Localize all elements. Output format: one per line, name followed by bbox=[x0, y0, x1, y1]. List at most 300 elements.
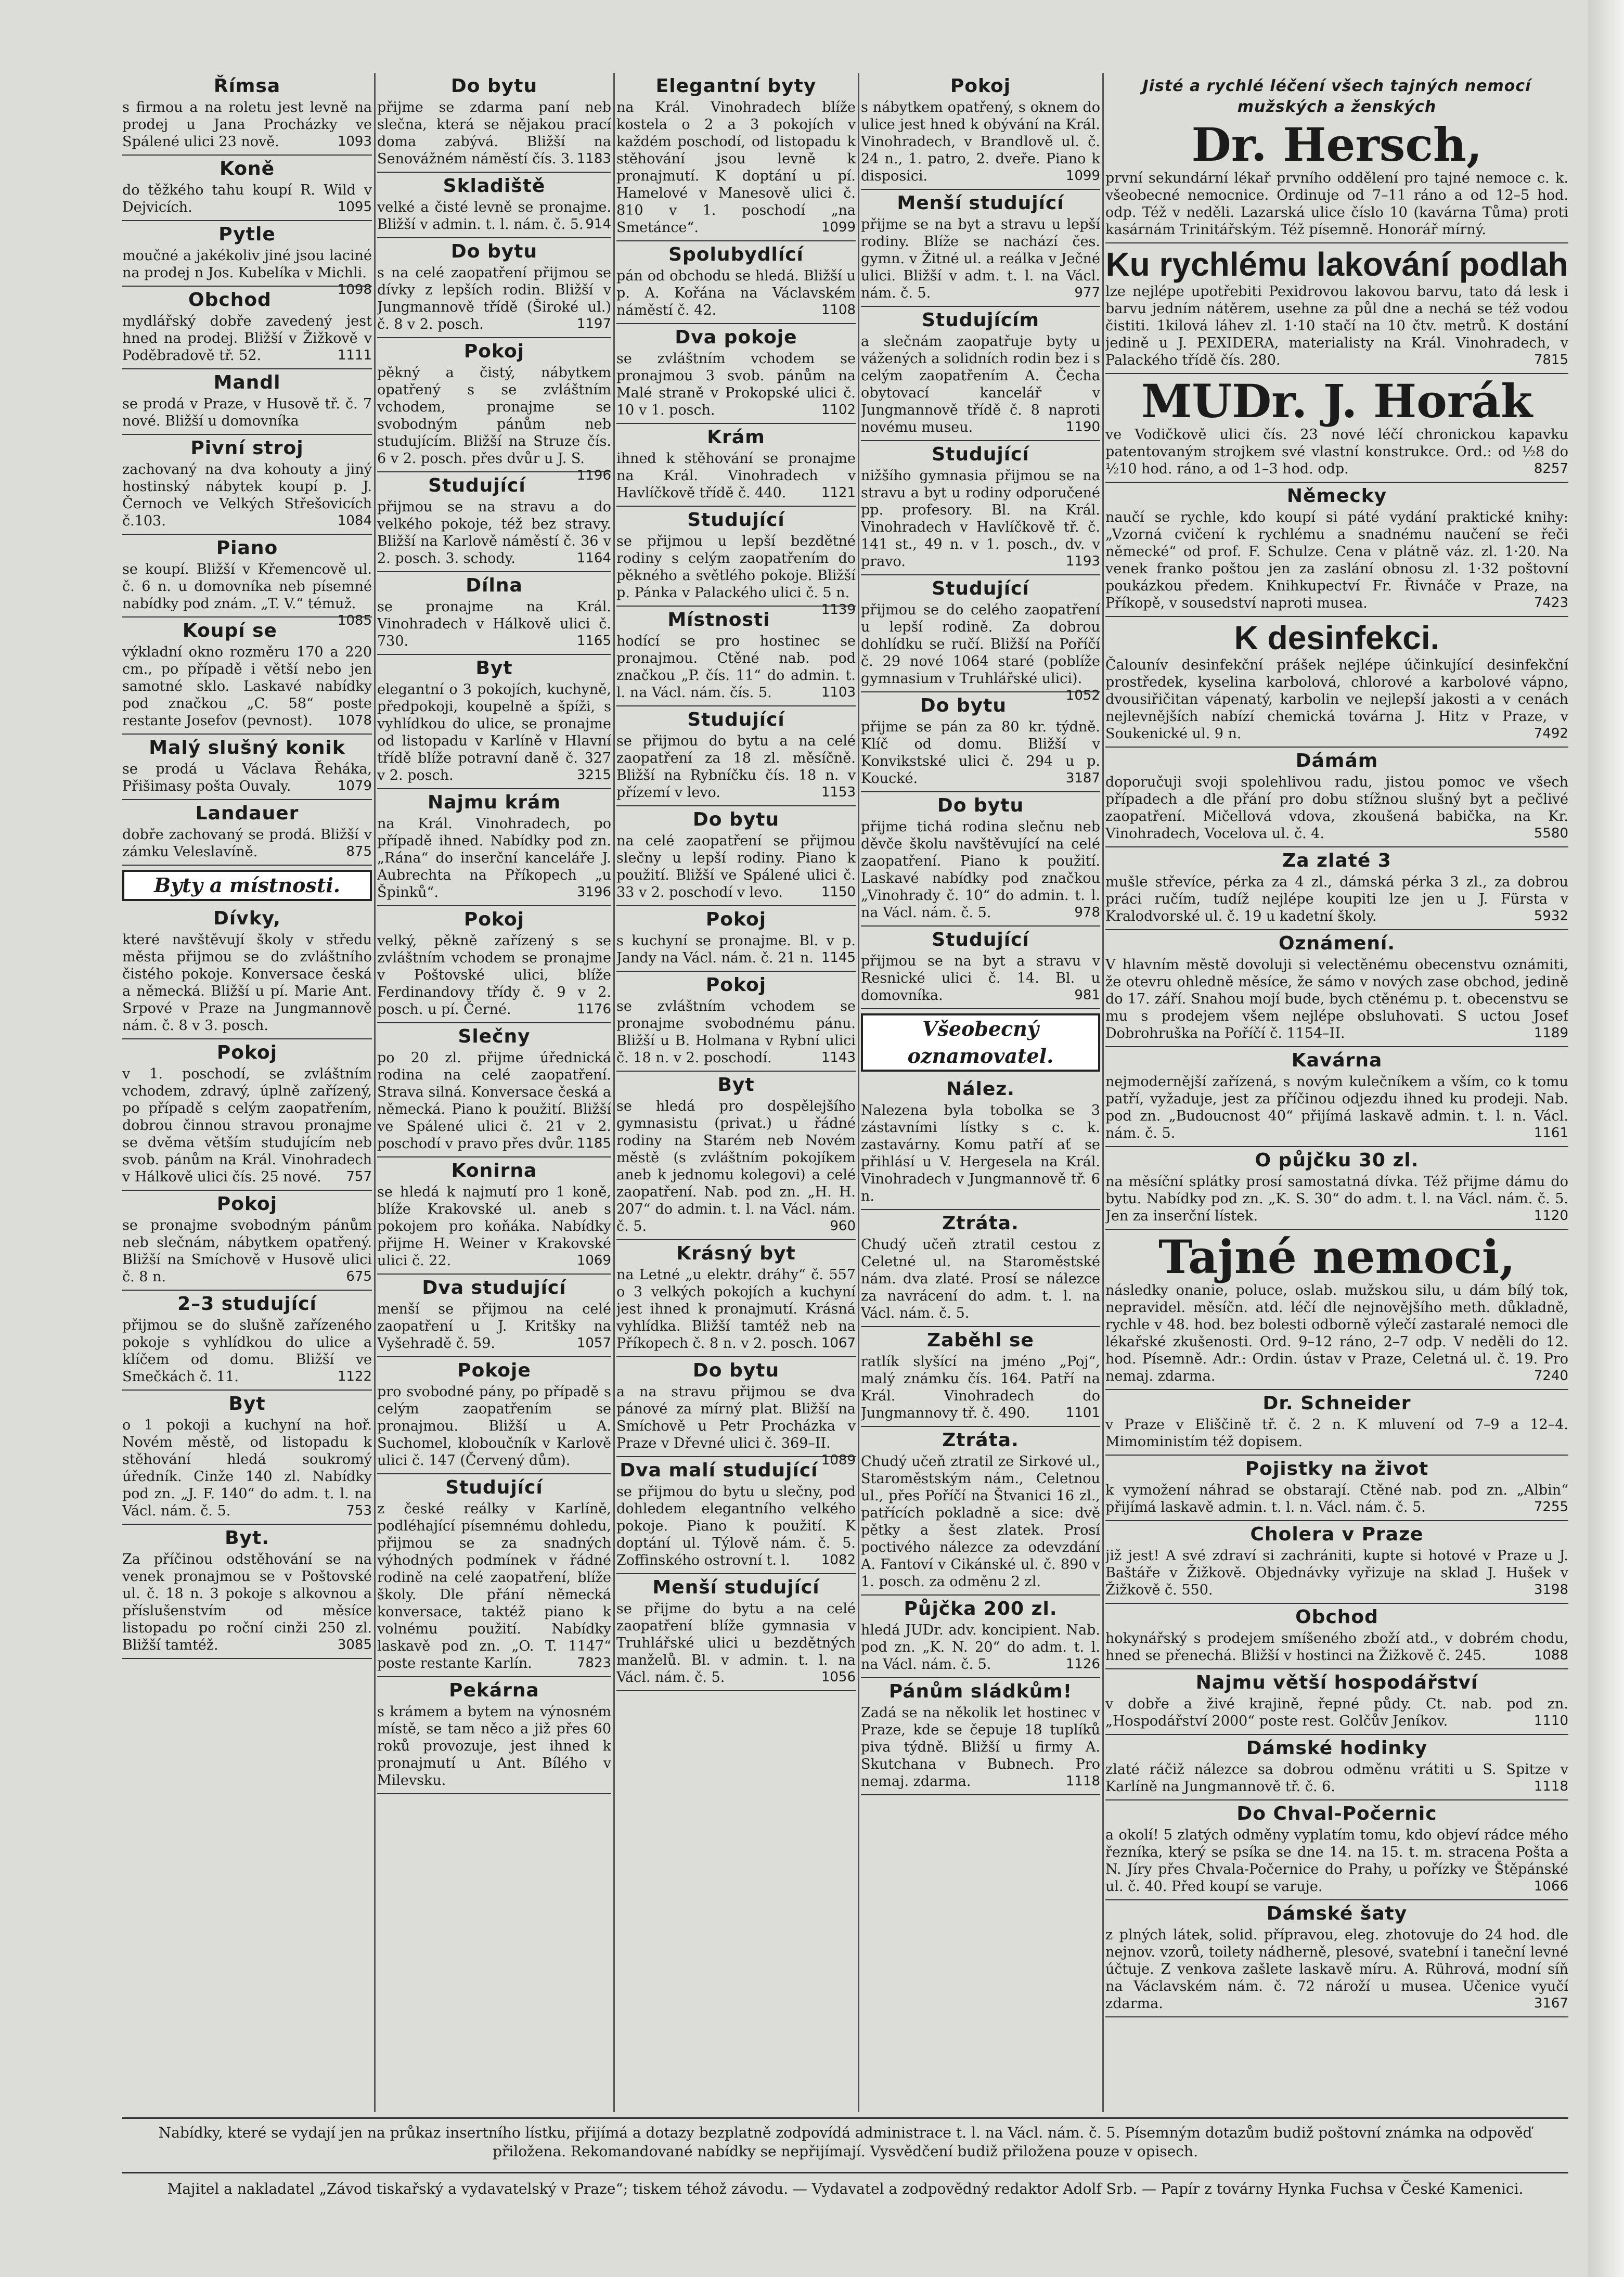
ad-number: 1150 bbox=[821, 884, 856, 900]
classified-ad bbox=[122, 1391, 372, 1525]
classified-ad bbox=[616, 1574, 856, 1691]
ad-body: na Král. Vinohradech blíže kostela o 2 a 3 pokojích v každém poschodí, od listopadu k stěhování jsou levně k pronajmutí. K doptání u pí. Hamelové v Manesově ulici č. 810 v 1. poschodí „na Smetánce“. bbox=[616, 99, 856, 236]
ad-text bbox=[1105, 283, 1568, 369]
ad-text bbox=[861, 601, 1100, 703]
ad-body: v 1. poschodí, se zvláštním vchodem, zdravý, úplně zařízený, po případě s celým zaopatřením, dobrou činnou stravou pronajme se dvěma větším studujícím neb svob. pánům na Král. Vinohradech v Hálkově ulici čís. 25 nové. bbox=[122, 1066, 372, 1185]
ad-number: 3215 bbox=[576, 767, 611, 783]
classified-ad bbox=[1105, 73, 1568, 243]
ad-text bbox=[616, 533, 856, 618]
column-1 bbox=[122, 73, 372, 2112]
ad-heading: Obchod bbox=[1295, 1606, 1378, 1628]
ad-number: 1101 bbox=[1065, 1405, 1100, 1421]
classified-ad bbox=[377, 472, 611, 572]
ad-heading: Pivní stroj bbox=[190, 438, 304, 459]
ad-text bbox=[616, 99, 856, 236]
classified-ad bbox=[377, 906, 611, 1023]
ad-body: a okolí! 5 zlatých odměny vyplatím tomu, kdo objeví rádce mého řezníka, který se psíka se dne 14. na 15. t. m. stracena Pošta a N. Jíry přes Chvala-Počernice do Prahy, u pořízky ve Štěpánské ul. č. 40. Před koupí se varuje. bbox=[1105, 1827, 1568, 1895]
ad-number: 3085 bbox=[337, 1637, 372, 1653]
ad-number: 7423 bbox=[1533, 595, 1568, 611]
ad-text bbox=[616, 350, 856, 419]
ad-heading: Studující bbox=[428, 475, 526, 496]
classified-ad bbox=[377, 655, 611, 789]
ad-text bbox=[616, 932, 856, 967]
ad-body: se pronajme na Král. Vinohradech v Hálkově ulici č. 730. bbox=[377, 599, 611, 649]
ad-heading: Dílna bbox=[466, 575, 523, 596]
classified-columns bbox=[122, 73, 1568, 2112]
ad-heading: Pojistky na život bbox=[1245, 1458, 1429, 1480]
ad-body: moučné a jakékoliv jiné jsou laciné na prodej n Jos. Kubelíka v Michli. bbox=[122, 248, 372, 281]
ad-text bbox=[122, 1317, 372, 1385]
ad-text bbox=[377, 681, 611, 784]
column-3 bbox=[616, 73, 856, 2112]
ad-number: 7823 bbox=[576, 1655, 611, 1671]
ad-heading: Elegantní byty bbox=[655, 75, 817, 97]
ad-heading: Menší studující bbox=[897, 192, 1064, 214]
classified-ad bbox=[1105, 847, 1568, 930]
ad-text bbox=[861, 818, 1100, 921]
column-rule bbox=[613, 73, 615, 2112]
classified-ad bbox=[1105, 1800, 1568, 1900]
ad-heading: Studující bbox=[932, 444, 1029, 465]
ad-text bbox=[616, 1483, 856, 1569]
ad-text bbox=[1105, 873, 1568, 925]
classified-ad bbox=[122, 221, 372, 298]
classified-ad bbox=[861, 792, 1100, 927]
ad-text bbox=[122, 313, 372, 364]
ad-text bbox=[122, 395, 372, 430]
ad-body: z plných látek, solid. přípravou, eleg. zhotovuje do 24 hod. dle nejnov. vzorů, toilety nádherně, plesové, svatební i taneční levné účtuje. Z venkova zašlete laskavě míru. A. Rührová, modní síň na Václavském nám. č. 72 nároží u musea. Učenice vyučí zdarma. bbox=[1105, 1927, 1568, 2012]
ad-text bbox=[861, 333, 1100, 436]
classified-ad bbox=[377, 1357, 611, 1474]
ad-text bbox=[377, 932, 611, 1018]
ad-heading: Ztráta. bbox=[942, 1213, 1019, 1234]
ad-display-name: K desinfekci. bbox=[1234, 619, 1440, 657]
ad-number: 1089 bbox=[821, 1452, 856, 1468]
ad-number: 1066 bbox=[1533, 1879, 1568, 1894]
ad-display-name: Ku rychlému lakování podlah bbox=[1105, 246, 1568, 283]
ad-body: k vymožení náhrad se obstarají. Ctěné nab. pod zn. „Albin“ přijímá laskavě admin. t. l. n. Václ. nám. č. 5. bbox=[1105, 1482, 1568, 1515]
classified-ad bbox=[616, 324, 856, 424]
classified-ad bbox=[377, 1474, 611, 1677]
ad-text bbox=[122, 826, 372, 860]
ad-body: se pronajme svobodným pánům neb slečnám, nábytkem opatřený. Bližší na Smíchově v Husově ulici č. 8 n. bbox=[122, 1217, 372, 1285]
ad-text bbox=[377, 1500, 611, 1672]
ad-heading: Mandl bbox=[213, 372, 281, 393]
ad-heading: Landauer bbox=[195, 803, 299, 824]
ad-heading: Studující bbox=[932, 929, 1029, 950]
ad-body: Chudý učeň ztratil cestou z Celetné ul. na Staroměstské nám. dva zlaté. Prosí se nálezce za navrácení do adm. t. l. na Václ. nám. č. 5. bbox=[861, 1237, 1100, 1321]
ad-number: 1079 bbox=[337, 778, 372, 794]
ad-number: 753 bbox=[346, 1503, 372, 1519]
ad-number: 1165 bbox=[576, 633, 611, 649]
ad-body: pro svobodné pány, po případě s celým zaopatřením se pronajmou. Bližší u A. Suchomel, kloboučník v Karlově ulici č. 147 (Červený dům). bbox=[377, 1384, 611, 1469]
ad-heading: Pokoj bbox=[216, 1193, 278, 1215]
classified-ad bbox=[122, 435, 372, 535]
classified-ad bbox=[1105, 1047, 1568, 1147]
ad-heading: Do bytu bbox=[937, 795, 1024, 816]
column-5 bbox=[1105, 73, 1568, 2112]
ad-text bbox=[1105, 956, 1568, 1042]
ad-body: s nábytkem opatřený, s oknem do ulice jest hned k obývání na Král. Vinohradech, v Brandlově ul. č. 24 n., 1. patro, 2. dveře. Piano k disposici. bbox=[861, 99, 1100, 184]
ad-number: 1102 bbox=[821, 402, 856, 418]
ad-heading: Konirna bbox=[451, 1160, 537, 1181]
ad-text bbox=[616, 450, 856, 501]
ad-heading: Nález. bbox=[946, 1078, 1015, 1100]
ad-body: se přijmou do bytu a na celé zaopatření za 18 zl. měsíčně. Bližší na Rybníčku čís. 18 n. v přízemí v levo. bbox=[616, 733, 856, 801]
classified-ad bbox=[616, 706, 856, 806]
ad-text bbox=[377, 364, 611, 483]
ad-heading: Dámské hodinky bbox=[1246, 1738, 1428, 1759]
classified-ad bbox=[1105, 1456, 1568, 1521]
ad-text bbox=[616, 1383, 856, 1468]
classified-ad bbox=[122, 1039, 372, 1191]
section-heading: Byty a místnosti. bbox=[122, 870, 372, 901]
classified-ad bbox=[861, 1596, 1100, 1678]
ad-heading: Místnosti bbox=[667, 609, 770, 631]
ad-number: 1145 bbox=[821, 950, 856, 966]
ad-heading: Studující bbox=[687, 509, 785, 531]
column-rule bbox=[858, 73, 859, 2112]
ad-number: 3198 bbox=[1533, 1582, 1568, 1598]
ad-heading: Ztráta. bbox=[942, 1430, 1019, 1451]
ad-body: se zvláštním vchodem se pronajme svobodnému pánu. Bližší u B. Holmana v Rybní ulici č. 18 n. v 2. poschodí. bbox=[616, 998, 856, 1066]
ad-heading: Do bytu bbox=[450, 75, 538, 97]
ad-number: 875 bbox=[346, 844, 372, 859]
ad-number: 1143 bbox=[821, 1050, 856, 1065]
column-rule bbox=[374, 73, 376, 2112]
ad-number: 3167 bbox=[1533, 1996, 1568, 2011]
ad-text bbox=[122, 247, 372, 298]
ad-number: 1099 bbox=[821, 220, 856, 235]
ad-number: 1121 bbox=[821, 485, 856, 500]
ad-body: Čalounív desinfekční prášek nejlépe účinkující desinfekční prostředek, kyselina karbolová, chlorové a karbolové vápno, dvousiřičitan vápenatý, karbolin ve nejlepší jakosti a v cenách nejlevnějších nabízí chemická továrna J. Hitz v Praze, v Soukenické ul. 9 n. bbox=[1105, 657, 1568, 742]
classified-ad bbox=[616, 972, 856, 1072]
ad-text bbox=[1105, 1282, 1568, 1385]
classified-ad bbox=[1105, 1230, 1568, 1390]
ad-heading: Studující bbox=[932, 578, 1029, 599]
ad-text bbox=[1105, 1073, 1568, 1142]
ad-heading: Spolubydlící bbox=[668, 244, 804, 265]
classified-ad bbox=[1105, 243, 1568, 374]
ad-number: 1190 bbox=[1065, 419, 1100, 435]
classified-ad bbox=[1105, 1604, 1568, 1669]
ad-body: již jest! A své zdraví si zachrániti, kupte si hotové v Praze u J. Baštáře v Žižkově. Objednávky vyřizuje na sklad J. Hušek v Žižkově č. 550. bbox=[1105, 1548, 1568, 1598]
ad-text bbox=[861, 1236, 1100, 1322]
ad-text bbox=[122, 461, 372, 530]
footer-rule bbox=[122, 2117, 1568, 2119]
ad-body: na Král. Vinohradech, po případě ihned. Nabídky pod zn. „Rána“ do inserční kanceláře J. Aubrechta na Příkopech „u Špinků“. bbox=[377, 816, 611, 900]
ad-body: naučí se rychle, kdo koupí si páté vydání praktické knihy: „Vzorná cvičení k rychlému a snadnému naučení se řeči německé“ od prof. F. Schulze. Cena v plátně váz. zl. 1·20. Na venek franko poštou jen za zaslání obnosu zl. 1·32 poštovní poukázkou předem. Knihkupectví Fr. Řivnáče v Praze, na Příkopě, v sousedství naproti musea. bbox=[1105, 509, 1568, 611]
ad-body: a slečnám zaopatřuje byty u vážených a solidních rodin bez i s celým zaopatřením A. Čecha obytovací kancelář v Jungmannově třídě č. 8 naproti novému museu. bbox=[861, 333, 1100, 435]
ad-body: hokynářský s prodejem smíšeného zboží atd., v dobrém chodu, hned se přenechá. Bližší v hostinci na Žižkově č. 245. bbox=[1105, 1630, 1568, 1664]
ad-body: se koupí. Bližší v Křemencově ul. č. 6 n. u domovníka neb písemné nabídky pod znám. „T. V.“ témuž. bbox=[122, 561, 372, 612]
ad-body: se prodá u Václava Řeháka, Přišimasy pošta Ouvaly. bbox=[122, 761, 372, 794]
ad-number: 1088 bbox=[1533, 1648, 1568, 1663]
ad-body: přijme se na byt a stravu u lepší rodiny. Blíže se nachází čes. gymn. v Žitné ul. a reálka v Ječné ulici. Bližší v adm. t. l. na Václ. nám. č. 5. bbox=[861, 216, 1100, 301]
classified-ad bbox=[1105, 483, 1568, 617]
ad-text bbox=[861, 216, 1100, 302]
ad-number: 1196 bbox=[576, 468, 611, 483]
ad-number: 675 bbox=[346, 1269, 372, 1284]
ad-heading: Studující bbox=[687, 709, 785, 730]
classified-ad bbox=[122, 287, 372, 369]
ad-body: menší se přijmou na celé zaopatření u J. Kritšky na Vyšehradě č. 59. bbox=[377, 1301, 611, 1352]
ad-text bbox=[122, 1217, 372, 1285]
classified-ad bbox=[122, 156, 372, 221]
column-2 bbox=[377, 73, 611, 2112]
ad-display-name: MUDr. J. Horák bbox=[1141, 374, 1533, 428]
ad-heading: Pokoj bbox=[463, 909, 525, 930]
ad-text bbox=[616, 267, 856, 319]
ad-body: přijmou se do slušně zařízeného pokoje s vyhlídkou do ulice a klíčem od domu. Bližší ve Smečkách č. 11. bbox=[122, 1317, 372, 1385]
ad-body: doporučuji svoji spolehlivou radu, jistou pomoc ve všech případech a dle přání pro dobu stížnou slušný byt a pečlivé zaopatření. Mičellová vdova, zkoušená babička, na Kr. Vinohradech, Vocelova ul. č. 4. bbox=[1105, 774, 1568, 842]
ad-number: 1197 bbox=[576, 316, 611, 332]
ad-body: dobře zachovaný se prodá. Bližší v zámku Veleslavíně. bbox=[122, 827, 372, 860]
ad-heading: Menší studující bbox=[652, 1577, 820, 1598]
ad-number: 1052 bbox=[1065, 688, 1100, 703]
ad-number: 1099 bbox=[1065, 168, 1100, 184]
section-heading: Všeobecný oznamovatel. bbox=[861, 1013, 1100, 1072]
ad-body: přijmou se do celého zaopatření u lepší rodině. Za dobrou dohlídku se ručí. Bližší na Poříčí č. 29 nové 1064 staré (poblíže gymnasium v Truhlářské ulici). bbox=[861, 602, 1100, 687]
ad-heading: 2–3 studující bbox=[177, 1293, 317, 1315]
ad-text bbox=[122, 931, 372, 1034]
ad-text bbox=[1105, 1761, 1568, 1795]
ad-text bbox=[122, 99, 372, 150]
classified-ad bbox=[861, 441, 1100, 575]
ad-body: přijme tichá rodina slečnu neb děvče školu navštěvující na celé zaopatření. Piano k použití. Laskavé nabídky pod značkou „Vinohrady č. 10“ do admin. t. l. na Václ. nám. č. 5. bbox=[861, 819, 1100, 921]
ad-number: 1189 bbox=[1533, 1025, 1568, 1041]
classified-ad bbox=[122, 905, 372, 1039]
ad-heading: Krásný byt bbox=[676, 1243, 796, 1264]
ad-body: výkladní okno rozměru 170 a 220 cm., po případě i větší nebo jen samotné sklo. Laskavé nabídky pod značkou „C. 58“ poste restante Josefov (pevnost). bbox=[122, 644, 372, 729]
ad-body: v dobře a živé krajině, řepné půdy. Ct. nab. pod zn. „Hospodářství 2000“ poste rest. Golčův Jeníkov. bbox=[1105, 1696, 1568, 1729]
classified-ad bbox=[616, 241, 856, 324]
ad-number: 757 bbox=[346, 1169, 372, 1185]
ad-number: 1084 bbox=[337, 513, 372, 529]
footer-imprint: Majitel a nakladatel „Závod tiskařský a vydavatelský v Praze“; tiskem téhož závodu. — Vydavatel a zodpovědný redaktor Adolf Srb. — Papír z továrny Hynka Fuchsa v České Kamenici. bbox=[167, 2180, 1524, 2197]
ad-heading: Pokoj bbox=[216, 1042, 278, 1063]
ad-body: do těžkého tahu koupí R. Wild v Dejvicích. bbox=[122, 182, 372, 215]
ad-body: ve Vodičkově ulici čís. 23 nové léčí chronickou kapavku patentovaným strojkem své vlastní konstrukce. Ord.: od ½8 do ½10 hod. ráno, a od 1–3 hod. odp. bbox=[1105, 427, 1568, 477]
classified-ad bbox=[377, 1157, 611, 1275]
ad-text bbox=[861, 1102, 1100, 1205]
ad-number: 1085 bbox=[337, 613, 372, 628]
ad-number: 1057 bbox=[576, 1335, 611, 1351]
classified-ad bbox=[377, 1023, 611, 1157]
ad-body: přijme se pán za 80 kr. týdně. Klíč od domu. Bližší v Konvikstské ulici č. 294 u p. Koucké. bbox=[861, 719, 1100, 787]
classified-ad bbox=[377, 1677, 611, 1794]
ad-body: přijmou se na stravu a do velkého pokoje, též bez stravy. Bližší na Karlově náměstí č. 36 v 2. posch. 3. schody. bbox=[377, 499, 611, 567]
ad-body: ratlík slyšící na jméno „Poj“, malý známku čís. 164. Patří na Král. Vinohradech do Jungmannovy tř. č. 490. bbox=[861, 1354, 1100, 1421]
ad-number: 1122 bbox=[337, 1369, 372, 1384]
ad-text bbox=[861, 1453, 1100, 1590]
ad-text bbox=[616, 1266, 856, 1352]
ad-heading: Skladiště bbox=[443, 175, 546, 197]
ad-text bbox=[616, 1098, 856, 1235]
ad-heading: Oznámení. bbox=[1278, 933, 1396, 954]
ad-heading: Byt bbox=[228, 1393, 266, 1414]
ad-display-name: Dr. Hersch, bbox=[1191, 118, 1483, 172]
ad-number: 7815 bbox=[1533, 352, 1568, 368]
classified-ad bbox=[861, 692, 1100, 792]
ad-text bbox=[861, 718, 1100, 787]
ad-number: 1108 bbox=[821, 302, 856, 318]
classified-ad bbox=[616, 507, 856, 618]
classified-ad bbox=[122, 800, 372, 866]
ad-heading: Římsa bbox=[213, 75, 281, 97]
classified-ad bbox=[1105, 930, 1568, 1047]
classified-ad bbox=[377, 238, 611, 338]
classified-ad bbox=[122, 73, 372, 156]
ad-text bbox=[861, 1353, 1100, 1422]
ad-text bbox=[377, 1703, 611, 1789]
classified-ad bbox=[377, 338, 611, 483]
ad-text bbox=[377, 199, 611, 233]
ad-body: mušle střevíce, pérka za 4 zl., dámská pérka 3 zl., za dobrou práci ručím, tudíž nejlépe koupiti lze jen u J. Fürsta v Kralodvorské ul. č. 19 u kadetní školy. bbox=[1105, 874, 1568, 924]
ad-number: 1098 bbox=[337, 282, 372, 298]
ad-text bbox=[377, 99, 611, 168]
ad-text bbox=[377, 1183, 611, 1269]
ad-heading: Najmu krám bbox=[428, 792, 561, 813]
ad-number: 1078 bbox=[337, 713, 372, 728]
ad-heading: Do Chval-Počernic bbox=[1236, 1803, 1437, 1824]
column-rule bbox=[1102, 73, 1104, 2112]
ad-text bbox=[1105, 1547, 1568, 1599]
classified-ad bbox=[377, 1275, 611, 1357]
classified-ad bbox=[861, 1327, 1100, 1427]
ad-text bbox=[377, 498, 611, 567]
ad-text bbox=[1105, 509, 1568, 612]
ad-body: se hledá k najmutí pro 1 koně, blíže Krakovské ul. aneb s pokojem pro koňáka. Nabídky přijme H. Weiner v Krakovské ulici č. 22. bbox=[377, 1184, 611, 1269]
classified-ad bbox=[861, 190, 1100, 307]
classified-ad bbox=[616, 607, 856, 706]
ad-heading: Byt. bbox=[225, 1527, 269, 1549]
classified-ad bbox=[377, 572, 611, 655]
classified-ad bbox=[861, 1678, 1100, 1795]
ad-body: zachovaný na dva kohouty a jiný hostinský nábytek koupí p. J. Černoch ve Velkých Střešovicích č.103. bbox=[122, 461, 372, 529]
ad-number: 914 bbox=[585, 216, 611, 232]
ad-body: ihned k stěhování se pronajme na Král. Vinohradech v Havlíčkově třídě č. 440. bbox=[616, 451, 856, 501]
ad-text bbox=[616, 1600, 856, 1686]
ad-heading: Cholera v Praze bbox=[1250, 1524, 1424, 1545]
column-4 bbox=[861, 73, 1100, 2112]
ad-number: 7240 bbox=[1533, 1368, 1568, 1384]
classified-ad bbox=[122, 1291, 372, 1391]
classified-ad bbox=[616, 1357, 856, 1468]
ad-text bbox=[122, 561, 372, 628]
ad-body: nižšího gymnasia přijmou se na stravu a byt u rodiny odporučené pp. profesory. Bl. na Král. Vinohradech v Havlíčkově tř. č. 141 st., 49 n. v 1. posch., dv. v pravo. bbox=[861, 468, 1100, 570]
classified-ad bbox=[1105, 748, 1568, 847]
ad-heading: Koupí se bbox=[182, 620, 277, 641]
ad-body: Nalezena byla tobolka se 3 zástavními lístky s c. k. zastavárny. Komu patří ať se přihlásí u V. Hergesela na Král. Vinohradech v Jungmannově tř. 6 n. bbox=[861, 1102, 1100, 1204]
ad-heading: Pokoj bbox=[705, 974, 767, 996]
ad-body: pán od obchodu se hledá. Bližší u p. A. Kořána na Václavském náměstí č. 42. bbox=[616, 268, 856, 318]
ad-text bbox=[616, 832, 856, 901]
ad-number: 977 bbox=[1074, 285, 1100, 301]
ad-text bbox=[377, 598, 611, 650]
ad-text bbox=[122, 1065, 372, 1186]
ad-body: s kuchyní se pronajme. Bl. v p. Jandy na Václ. nám. č. 21 n. bbox=[616, 933, 856, 966]
classified-ad bbox=[616, 1072, 856, 1240]
ad-text bbox=[1105, 1416, 1568, 1450]
classified-ad bbox=[861, 1210, 1100, 1327]
classified-ad bbox=[122, 535, 372, 628]
ad-text bbox=[377, 815, 611, 901]
ad-text bbox=[1105, 657, 1568, 742]
ad-number: 1185 bbox=[576, 1136, 611, 1151]
ad-body: Za příčinou odstěhování se na venek pronajmou se v Poštovské ul. č. 18 n. 3 pokoje s alkovnou a příslušenstvím od měsíce listopadu po roční cinži 250 zl. Bližší tamtéž. bbox=[122, 1551, 372, 1653]
ad-heading: Krám bbox=[707, 427, 765, 448]
ad-text bbox=[377, 1301, 611, 1352]
ad-body: po 20 zl. přijme úřednická rodina na celé zaopatření. Strava silná. Konversace česká a německá. Piano k použití. Bližší ve Spálené ulici č. 21 v 2. poschodí v pravo přes dvůr. bbox=[377, 1050, 611, 1152]
ad-heading: Piano bbox=[216, 537, 278, 559]
ad-heading: Dívky, bbox=[213, 908, 281, 929]
ad-body: se přijme do bytu a na celé zaopatření blíže gymnasia v Truhlářské ulici u bezdětných manželů. Bl. v admin. t. l. na Václ. nám. č. 5. bbox=[616, 1601, 856, 1686]
ad-body: s na celé zaopatření přijmou se dívky z lepších rodin. Bližší v Jungmannově třídě (Široké ul.) č. 8 v 2. posch. bbox=[377, 265, 611, 332]
ad-text bbox=[122, 182, 372, 216]
classified-ad bbox=[122, 618, 372, 735]
ad-body: v Praze v Eliščině tř. č. 2 n. K mluvení od 7–9 a 12–4. Mimoministím též dopisem. bbox=[1105, 1417, 1568, 1450]
ad-text bbox=[616, 998, 856, 1066]
ad-heading: Do bytu bbox=[692, 809, 780, 830]
ad-number: 1067 bbox=[821, 1335, 856, 1351]
ad-number: 1069 bbox=[576, 1253, 611, 1268]
ad-body: se hledá pro dospělejšího gymnasistu (privat.) u řádné rodiny na Starém neb Novém městě (s zvláštním pokojíkem aneb k jednomu kolegovi) a celé zaopatření. Nab. pod zn. „H. H. 207“ do admin. t. l. na Václ. nám. č. 5. bbox=[616, 1098, 856, 1234]
ad-number: 1153 bbox=[821, 784, 856, 800]
ad-heading: Dámské šaty bbox=[1266, 1903, 1408, 1924]
ad-heading: Obchod bbox=[188, 289, 272, 311]
ad-body: na celé zaopatření se přijmou slečny u lepší rodiny. Piano k použití. Bližší ve Spálené ulici č. 33 v 2. poschodí v levo. bbox=[616, 833, 856, 900]
ad-heading: Dva studující bbox=[422, 1277, 566, 1298]
classified-ad bbox=[861, 73, 1100, 190]
footer-notice: Nabídky, které se vydají jen na průkaz insertního lístku, přijímá a dotazy bezplatně zodpovídá administrace t. l. na Václ. nám. č. 5. Písemným dotazům budiž poštovní známka na odpověď přiložena. Rekomandované nabídky se nepřijímají. Vysvědčení budiž přiložena pouze v opisech. bbox=[158, 2124, 1532, 2160]
ad-body: zlaté ráčiž nálezce sa dobrou odměnu vrátiti u S. Spitze v Karlíně na Jungmannově tř. č. 6. bbox=[1105, 1761, 1568, 1795]
ad-heading: Za zlaté 3 bbox=[1282, 850, 1391, 871]
ad-text bbox=[1105, 1695, 1568, 1730]
ad-number: 1110 bbox=[1533, 1713, 1568, 1729]
ad-number: 1164 bbox=[576, 550, 611, 566]
ad-text bbox=[861, 99, 1100, 185]
ad-text bbox=[1105, 170, 1568, 238]
ad-number: 1118 bbox=[1533, 1779, 1568, 1794]
ad-display-name: Tajné nemoci, bbox=[1158, 1230, 1515, 1284]
ad-body: hledá JUDr. adv. koncipient. Nab. pod zn. „K. N. 20“ do adm. t. l. na Václ. nám. č. 5. bbox=[861, 1622, 1100, 1673]
ad-number: 1120 bbox=[1533, 1208, 1568, 1224]
ad-heading: Dva pokoje bbox=[675, 327, 797, 348]
ad-heading: Pánům sládkům! bbox=[888, 1681, 1073, 1702]
ad-body: elegantní o 3 pokojích, kuchyně, předpokoji, koupelně a špíži, s vyhlídkou do ulice, se pronajme od listopadu v Karlíně v Hlavní třídě blíže potravní daně č. 327 v 2. posch. bbox=[377, 681, 611, 783]
ad-body: V hlavním městě dovoluji si velectěnému obecenstvu oznámiti, že otevru ohledně měsíce, že sámo v nových zase obchod, jedině do 17. září. Snahou mojí bude, bych ctěnému p. t. obecenstvu se mu s prodejem všem nejlépe obsluhovati. S uctou Josef Dobrohruška na Poříčí č. 1154–II. bbox=[1105, 957, 1568, 1041]
ad-heading: O půjčku 30 zl. bbox=[1255, 1150, 1419, 1171]
ad-heading: Zaběhl se bbox=[927, 1330, 1034, 1351]
ad-body: přijmou se na byt a stravu v Resnické ulici č. 14. Bl. u domovníka. bbox=[861, 953, 1100, 1004]
ad-body: lze nejlépe upotřebiti Pexidrovou lakovou barvu, tato dá lesk i barvu jedním nátěrem, usehne za půl dne a nechá se též vodou čistiti. 1kilová láhev zl. 1·10 stačí na 10 čtv. metrů. K dostání jedině u J. PEXIDERA, materialisty na Král. Vinohradech, v Palackého třídě čís. 280. bbox=[1105, 284, 1568, 368]
classified-ad bbox=[1105, 374, 1568, 483]
ad-body: o 1 pokoji a kuchyní na hoř. Novém městě, od listopadu k stěhování hledá soukromý úředník. Cinže 140 zl. Nabídky pod zn. „J. F. 140“ do adm. t. l. na Václ. nám. č. 5. bbox=[122, 1417, 372, 1519]
ad-body: se přijmou do bytu u slečny, pod dohledem elegantního velkého pokoje. Piano k použití. K doptání ul. Týlově nám. č. 5. Zoffinského ostrovní t. l. bbox=[616, 1484, 856, 1568]
ad-text bbox=[122, 644, 372, 729]
ad-heading: Do bytu bbox=[920, 695, 1007, 716]
ad-heading: Dva malí studující bbox=[620, 1460, 818, 1481]
ad-number: 1056 bbox=[821, 1669, 856, 1685]
classified-ad bbox=[861, 307, 1100, 441]
ad-body: se přijmou u lepší bezdětné rodiny s celým zaopatřením do pěkného a světlého pokoje. Bližší p. Pánka v Palackého ulici č. 5 n. bbox=[616, 533, 856, 601]
classified-ad bbox=[122, 1525, 372, 1659]
ad-body: na měsíční splátky prosí samostatná dívka. Též přijme dámu do bytu. Nabídky pod zn. „K. S. 30“ do adm. t. l. na Václ. nám. č. 5. Jen za inserční lístek. bbox=[1105, 1174, 1568, 1224]
ad-text bbox=[122, 761, 372, 795]
classified-ad bbox=[1105, 1669, 1568, 1735]
ad-heading: Pokoj bbox=[463, 341, 525, 362]
